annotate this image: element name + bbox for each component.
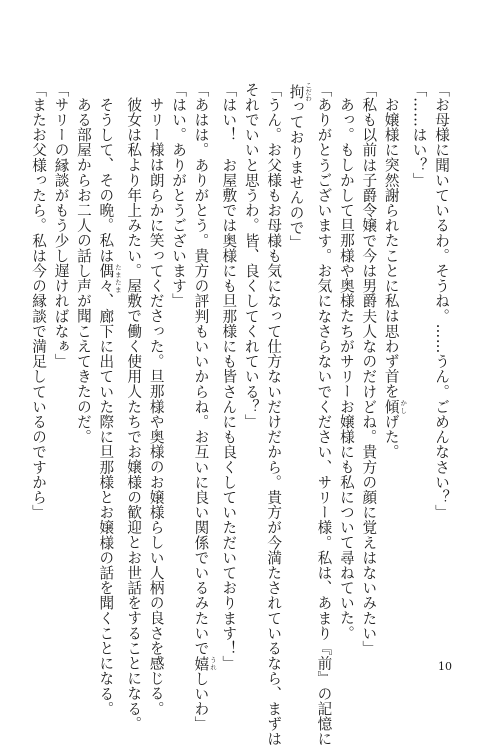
text-line: 「……はい？」	[410, 82, 428, 188]
text-line: そうして、その晩。私は偶々 たまたま、廊下に出ていた際に旦那様とお嬢様の話を聞くことになる。	[97, 96, 122, 716]
text-line: 「はい！ お屋敷では奥様にも旦那様にも皆さんにも良くしていただいております！」	[220, 82, 238, 671]
text-line: 「はい。ありがとうございます」	[170, 82, 188, 309]
text-line: 「あはは。ありがとう。貴方の評判もいいからね。お互いに良い関係でいるみたいで嬉 うれしいわ」	[192, 82, 217, 732]
furigana: 傾 かし	[382, 398, 408, 414]
text-line: それでいいと思うわ。皆、良くしてくれている？」	[242, 82, 260, 430]
text-line: 「サリーの縁談がもう少し遅ければなぁ」	[52, 82, 70, 369]
text-line: お嬢様に突然謝られたことに私は思わず首を傾 かしげた。	[382, 96, 408, 460]
text-line: サリー様は朗らかに笑ってくださった。旦那様や奥様のお嬢様らしい人柄の良さを感じる。	[147, 96, 165, 716]
page-number: 10	[438, 660, 452, 673]
furigana: 拘 こだわ	[287, 82, 313, 102]
furigana: 偶々 たまたま	[97, 262, 122, 293]
text-line: 「ありがとうございます。お気になさらないでください、サリー様。私は、あまり『前』の記憶に	[315, 82, 333, 746]
text-line: 「私も以前は子爵令嬢で今は男爵夫人なのだけどね。貴方の顔に覚えはないみたい」	[360, 82, 378, 656]
text-line: 「うん。お父様もお母様も気になって仕方ないだけだから。貴方が今満たされているなら、まずは	[265, 82, 283, 746]
text-line: 「またお父様ったら。私は今の縁談で満足しているのですから」	[30, 82, 48, 520]
text-line: あっ。もしかして旦那様や奥様たちがサリーお嬢様にも私について尋ねていた。	[337, 96, 355, 641]
text-line: ある部屋からお二人の話し声が聞こえてきたのだ。	[74, 96, 92, 444]
text-line: 彼女は私より年上みたい。屋敷で働く使用人たちでお嬢様の歓迎とお世話をすることになる。	[125, 96, 143, 731]
text-line: 拘 こだわっておりませんので」	[287, 82, 313, 251]
furigana: 嬉 うれ	[192, 655, 217, 671]
text-line: 「お母様に聞いているわ。そうね。……うん。ごめんなさい？」	[433, 82, 450, 520]
